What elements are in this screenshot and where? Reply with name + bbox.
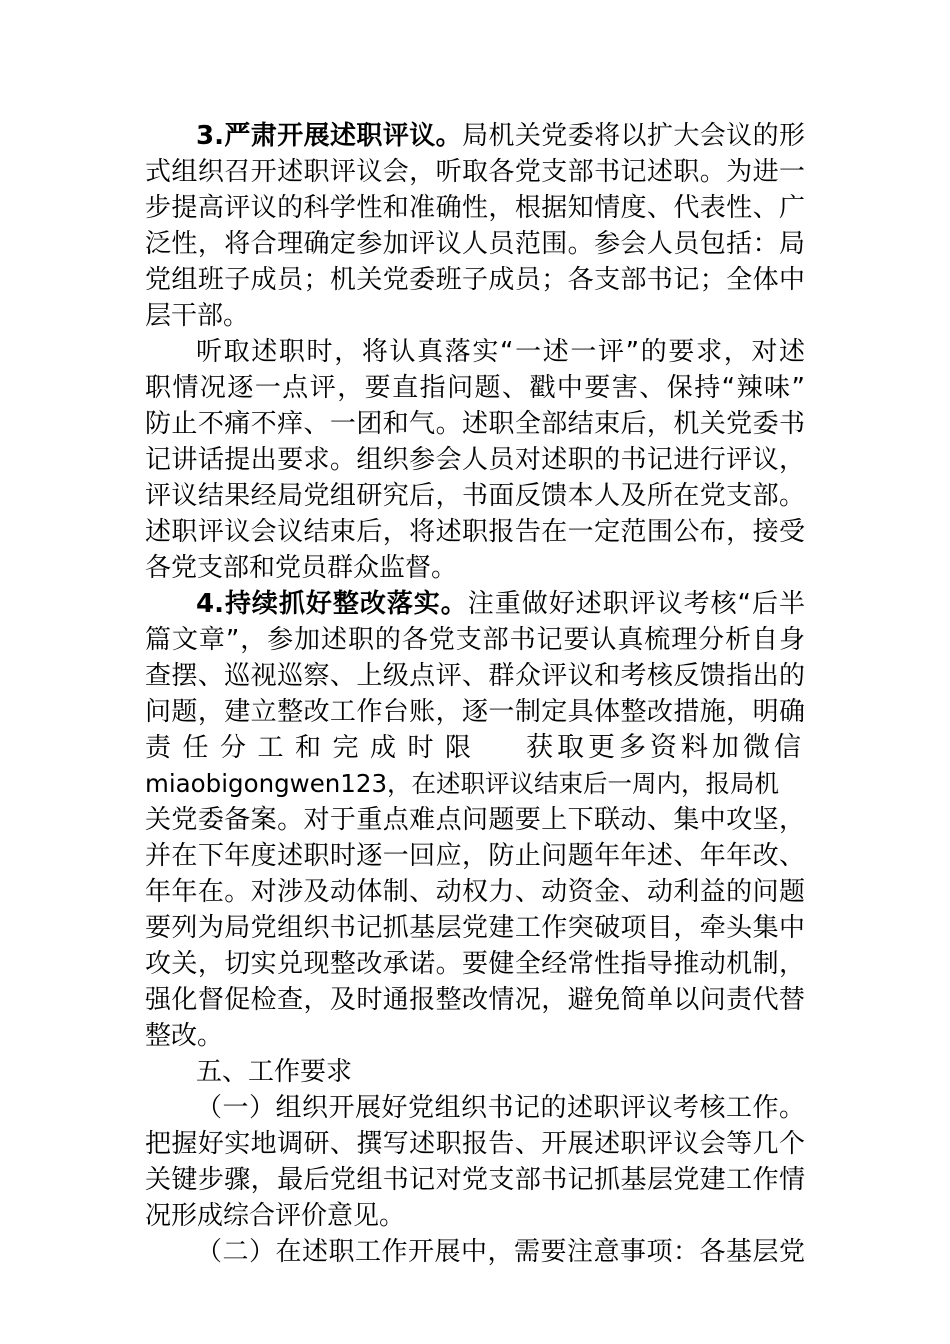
paragraph-line: 式组织召开述职评议会，听取各党支部书记述职。为进一 (145, 157, 805, 187)
section-heading: 3.严肃开展述职评议。 (196, 121, 463, 151)
paragraph-line: 层干部。 (145, 301, 250, 331)
paragraph-line: 党组班子成员；机关党委班子成员；各支部书记；全体中 (145, 265, 805, 295)
paragraph-line: 并在下年度述职时逐一回应，防止问题年年述、年年改、 (145, 841, 805, 871)
paragraph-line: 泛性，将合理确定参加评议人员范围。参会人员包括：局 (145, 229, 805, 259)
paragraph-line: 关党委备案。对于重点难点问题要上下联动、集中攻坚， (145, 805, 805, 835)
paragraph-line: 关键步骤，最后党组书记对党支部书记抓基层党建工作情 (145, 1165, 805, 1195)
paragraph-line: 述职评议会议结束后，将述职报告在一定范围公布，接受 (145, 517, 805, 547)
paragraph-line (196, 586, 805, 622)
watermark-note: 获取更多资料加微信 (526, 732, 805, 763)
paragraph-line: 听取述职时，将认真落实“一述一评”的要求，对述 (196, 337, 805, 367)
paragraph-line: （一）组织开展好党组织书记的述职评议考核工作。 (196, 1093, 805, 1123)
paragraph-line: 要列为局党组织书记抓基层党建工作突破项目，牵头集中 (145, 913, 805, 943)
paragraph-line: 年年在。对涉及动体制、动权力、动资金、动利益的问题 (145, 877, 805, 907)
paragraph-line: 步提高评议的科学性和准确性，根据知情度、代表性、广 (145, 193, 805, 223)
line-text: 责任分工和完成时限 (145, 733, 483, 763)
line-text: 局机关党委将以扩大会议的形 (462, 121, 805, 151)
section-title: 五、工作要求 (196, 1057, 353, 1087)
line-text: 注重做好述职评议考核“后半 (467, 589, 805, 619)
paragraph-line (196, 118, 805, 154)
paragraph-line (145, 730, 805, 766)
paragraph-line: 各党支部和党员群众监督。 (145, 553, 458, 583)
paragraph-line: 把握好实地调研、撰写述职报告、开展述职评议会等几个 (145, 1129, 805, 1159)
paragraph-line: miaobigongwen123，在述职评议结束后一周内，报局机 (145, 769, 780, 798)
paragraph-line: 查摆、巡视巡察、上级点评、群众评议和考核反馈指出的 (145, 661, 805, 691)
paragraph-line: 整改。 (145, 1021, 224, 1051)
paragraph-line: 防止不痛不痒、一团和气。述职全部结束后，机关党委书 (145, 409, 805, 439)
paragraph-line: 记讲话提出要求。组织参会人员对述职的书记进行评议， (145, 445, 805, 475)
paragraph-line: 强化督促检查，及时通报整改情况，避免简单以问责代替 (145, 985, 805, 1015)
paragraph-line: 问题，建立整改工作台账，逐一制定具体整改措施，明确 (145, 697, 805, 727)
paragraph-line: 况形成综合评价意见。 (145, 1201, 406, 1231)
paragraph-line: 职情况逐一点评，要直指问题、戳中要害、保持“辣味” (145, 373, 805, 403)
paragraph-line: 评议结果经局党组研究后，书面反馈本人及所在党支部。 (145, 481, 805, 511)
paragraph-line: 篇文章”，参加述职的各党支部书记要认真梳理分析自身 (145, 625, 805, 655)
paragraph-line: （二）在述职工作开展中，需要注意事项：各基层党 (196, 1237, 805, 1267)
paragraph-line: 攻关，切实兑现整改承诺。要健全经常性指导推动机制， (145, 949, 805, 979)
section-heading: 4.持续抓好整改落实。 (196, 589, 468, 619)
